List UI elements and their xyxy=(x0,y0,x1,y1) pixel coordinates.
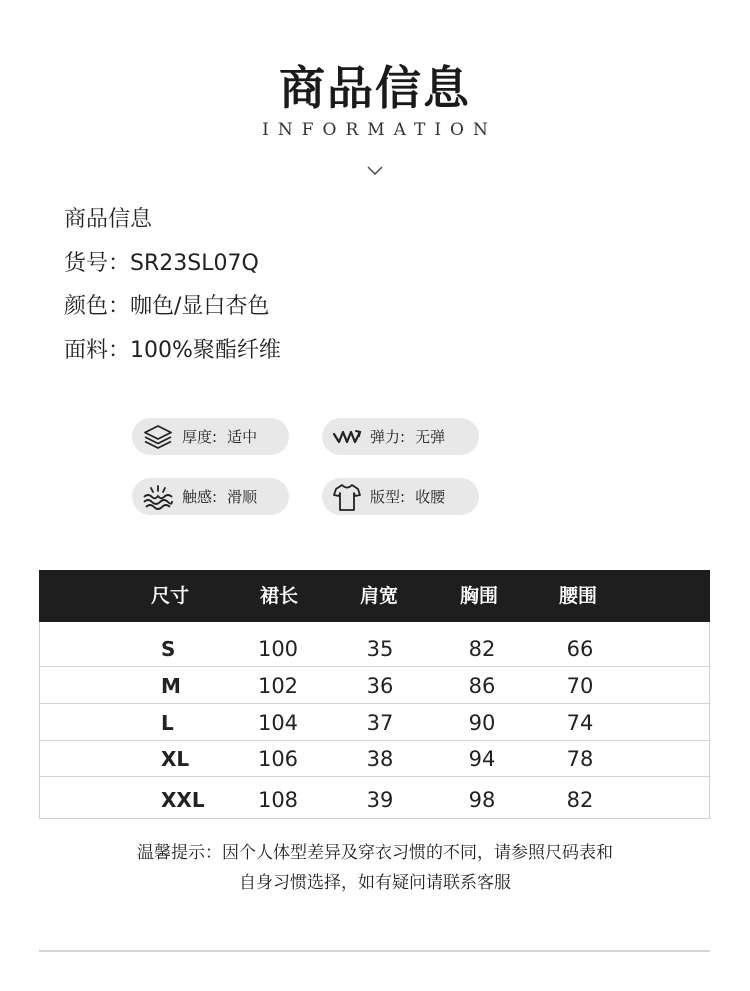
cell-size: L xyxy=(161,711,174,735)
cell-size: M xyxy=(161,674,181,698)
attr-stretch xyxy=(322,418,479,455)
attr-thickness xyxy=(132,418,289,455)
cell-waist: 70 xyxy=(566,674,594,698)
layers-icon xyxy=(142,423,174,451)
cell-length: 104 xyxy=(257,711,299,735)
chevron-down-icon xyxy=(367,164,383,176)
info-fabric: 面料：100%聚酯纤维 xyxy=(64,338,281,363)
info-item-no: 货号：SR23SL07Q xyxy=(64,251,259,276)
tip-line-1: 温馨提示：因个人体型差异及穿衣习惯的不同，请参照尺码表和 xyxy=(137,843,613,863)
header-waist: 腰围 xyxy=(558,585,597,607)
table-row xyxy=(40,782,709,818)
cell-length: 106 xyxy=(257,747,299,771)
header-length: 裙长 xyxy=(259,585,298,607)
page-title: 商品信息 xyxy=(279,61,471,115)
cell-waist: 82 xyxy=(566,788,594,812)
cell-bust: 94 xyxy=(468,747,496,771)
attr-fit-value: 收腰 xyxy=(415,488,446,506)
cell-bust: 98 xyxy=(468,788,496,812)
attr-thickness-label: 厚度 xyxy=(182,428,213,446)
attr-touch xyxy=(132,478,289,515)
cell-bust: 86 xyxy=(468,674,496,698)
attr-stretch-value: 无弹 xyxy=(415,428,446,446)
info-heading: 商品信息 xyxy=(64,207,153,232)
cell-size: S xyxy=(161,637,176,661)
attr-fit-sep: : xyxy=(400,487,406,506)
size-table-header xyxy=(39,570,710,622)
table-row xyxy=(40,741,709,777)
cell-waist: 66 xyxy=(566,637,594,661)
cell-bust: 90 xyxy=(468,711,496,735)
attr-stretch-label: 弹力 xyxy=(370,428,401,446)
cell-length: 102 xyxy=(257,674,299,698)
attr-fit-label: 版型 xyxy=(370,488,401,506)
bottom-divider xyxy=(39,950,710,952)
cell-shoulder: 38 xyxy=(366,747,394,771)
page-subtitle: INFORMATION xyxy=(262,120,497,140)
attr-touch-value: 滑顺 xyxy=(227,488,258,506)
cell-waist: 78 xyxy=(566,747,594,771)
attr-touch-label: 触感 xyxy=(182,488,213,506)
cell-shoulder: 39 xyxy=(366,788,394,812)
cell-shoulder: 36 xyxy=(366,674,394,698)
shirt-icon xyxy=(332,482,362,512)
table-row xyxy=(40,631,709,667)
info-color: 颜色：咖色/显白杏色 xyxy=(64,294,270,319)
header-shoulder: 肩宽 xyxy=(359,585,398,607)
size-table xyxy=(39,570,710,819)
cell-shoulder: 35 xyxy=(366,637,394,661)
cell-length: 108 xyxy=(257,788,299,812)
attr-fit xyxy=(322,478,479,515)
cell-length: 100 xyxy=(257,637,299,661)
header-size: 尺寸 xyxy=(150,585,189,607)
touch-icon xyxy=(142,484,174,510)
attr-thickness-value: 适中 xyxy=(227,428,258,446)
table-row xyxy=(40,705,709,741)
stretch-icon xyxy=(332,426,362,448)
attr-touch-sep: : xyxy=(212,487,218,506)
attr-stretch-sep: : xyxy=(400,427,406,446)
cell-size: XL xyxy=(161,747,190,771)
cell-waist: 74 xyxy=(566,711,594,735)
attr-thickness-sep: : xyxy=(212,427,218,446)
header-bust: 胸围 xyxy=(459,585,498,607)
cell-bust: 82 xyxy=(468,637,496,661)
table-row xyxy=(40,668,709,704)
tip-line-2: 自身习惯选择，如有疑问请联系客服 xyxy=(239,873,511,893)
cell-shoulder: 37 xyxy=(366,711,394,735)
cell-size: XXL xyxy=(161,788,205,812)
